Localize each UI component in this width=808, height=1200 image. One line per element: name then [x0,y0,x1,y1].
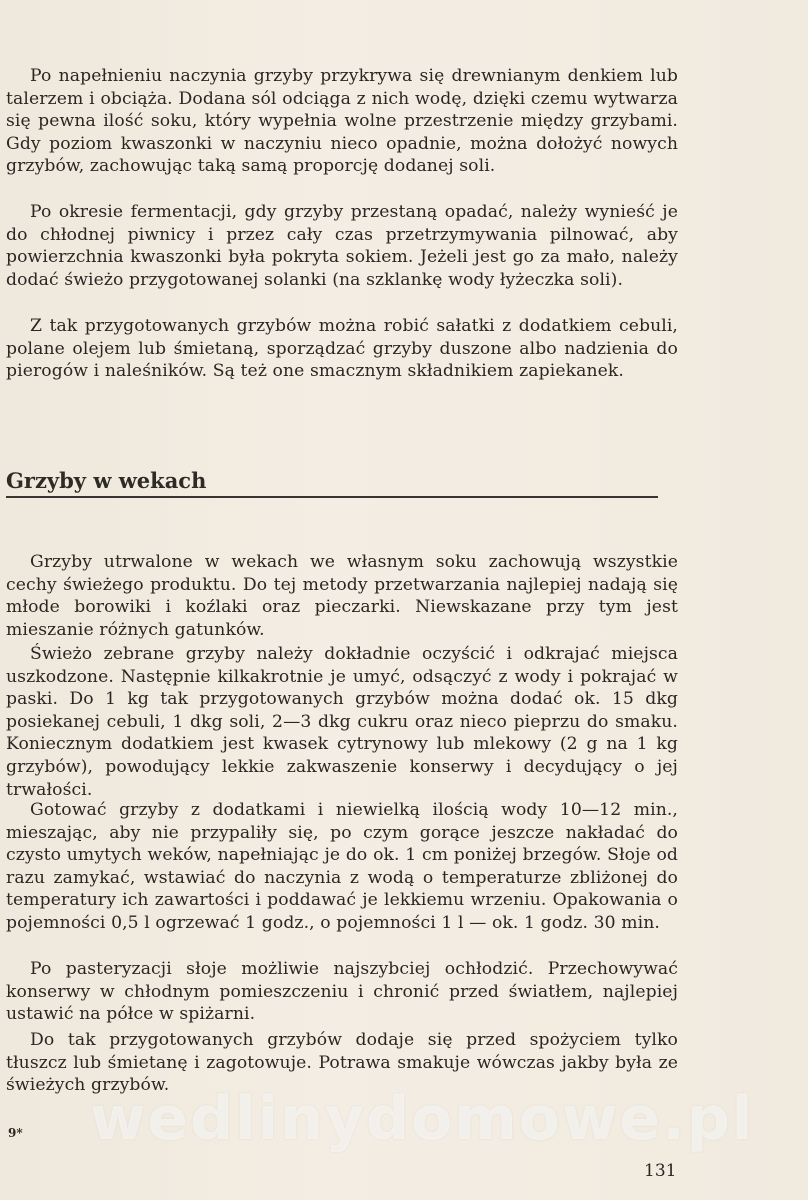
section-paragraph: Świeżo zebrane grzyby należy dokładnie oczyścić i odkrajać miejsca uszkodzone. Następnie kilkakrotnie je umyć, odsączyć z wody i pokrajać w paski. Do 1 kg tak przygotowanych grzybów można dodać ok. 15 dkg posiekanej cebuli, 1 dkg soli, 2—3 dkg cukru oraz nieco pieprzu do smaku. Koniecznym dodatkiem jest kwasek cytrynowy lub mlekowy (2 g na 1 kg grzybów), powodujący lekkie zakwaszenie konserwy i decydujący o jej trwałości. [6,644,678,800]
section-paragraph: Gotować grzyby z dodatkami i niewielką ilością wody 10—12 min., mieszając, aby nie przypaliły się, po czym gorące jeszcze nakładać do czysto umytych weków, napełniając je do ok. 1 cm poniżej brzegów. Słoje od razu zamykać, wstawiać do naczynia z wodą o temperaturze zbliżonej do temperatury ich zawartości i poddawać je lekkiemu wrzeniu. Opakowania o pojemności 0,5 l ogrzewać 1 godz., o pojemności 1 l — ok. 1 godz. 30 min. [6,800,678,933]
watermark: wedlinydomowe.pl [90,1084,755,1154]
section-paragraph: Do tak przygotowanych grzybów dodaje się przed spożyciem tylko tłuszcz lub śmietanę i zagotowuje. Potrawa smakuje wówczas jakby była ze świeżych grzybów. [6,1030,678,1096]
body-paragraph: Po napełnieniu naczynia grzyby przykrywa się drewnianym denkiem lub talerzem i obciąża. Dodana sól odciąga z nich wodę, dzięki czemu wytwarza się pewna ilość soku, który wypełnia wolne przestrzenie między grzybami. Gdy poziom kwaszonki w naczyniu nieco opadnie, można dołożyć nowych grzybów, zachowując taką samą proporcję dodanej soli. [6,66,678,177]
body-paragraph: Z tak przygotowanych grzybów można robić sałatki z dodatkiem cebuli, polane olejem lub śmietaną, sporządzać grzyby duszone albo nadzienia do pierogów i naleśników. Są też one smacznym składnikiem zapiekanek. [6,316,678,382]
section-heading: Grzyby w wekach [6,468,207,493]
section-paragraph: Grzyby utrwalone w wekach we własnym soku zachowują wszystkie cechy świeżego produktu. Do tej metody przetwarzania najlepiej nadają się młode borowiki i koźlaki oraz pieczarki. Niewskazane przy tym jest mieszanie różnych gatunków. [6,552,678,640]
section-paragraph: Po pasteryzacji słoje możliwie najszybciej ochłodzić. Przechowywać konserwy w chłodnym pomieszczeniu i chronić przed światłem, najlepiej ustawić na półce w spiżarni. [6,959,678,1025]
page-number: 131 [644,1161,677,1181]
heading-underline [6,496,658,498]
printer-signature: 9* [8,1126,23,1140]
body-paragraph: Po okresie fermentacji, gdy grzyby przestaną opadać, należy wynieść je do chłodnej piwnicy i przez cały czas przetrzymywania pilnować, aby powierzchnia kwaszonki była pokryta sokiem. Jeżeli jest go za mało, należy dodać świeżo przygotowanej solanki (na szklankę wody łyżeczka soli). [6,202,678,290]
